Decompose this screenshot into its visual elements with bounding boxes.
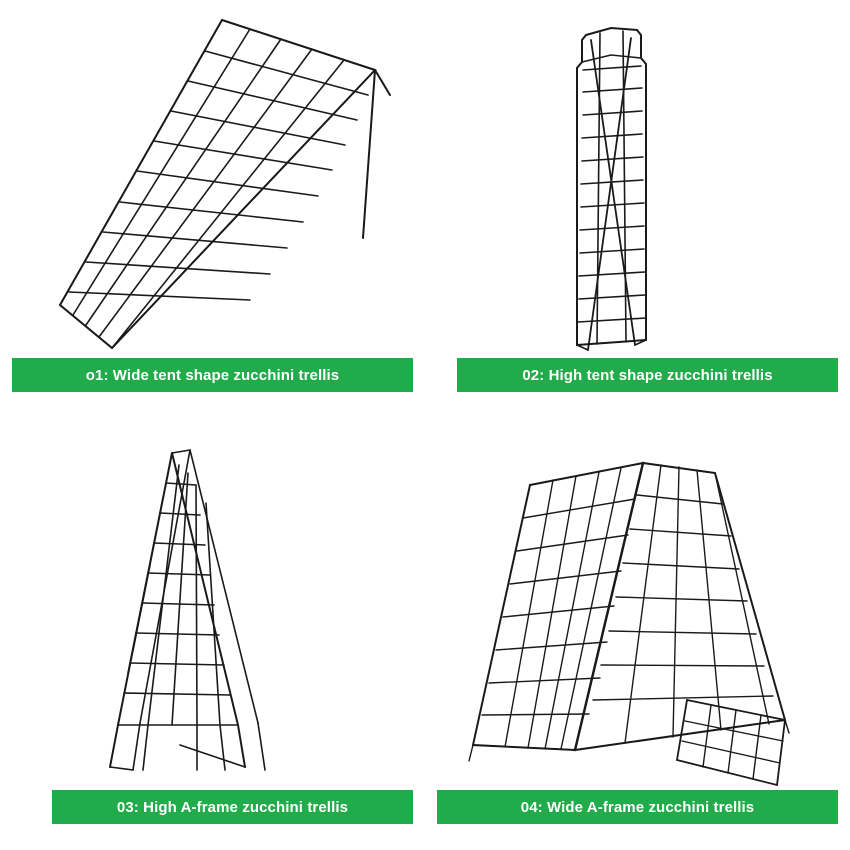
caption-high-a-frame: 03: High A-frame zucchini trellis bbox=[52, 790, 413, 824]
high-a-frame-illustration bbox=[0, 425, 425, 850]
caption-high-tent: 02: High tent shape zucchini trellis bbox=[457, 358, 838, 392]
panel-wide-a-frame[interactable] bbox=[425, 425, 850, 850]
panel-high-a-frame[interactable] bbox=[0, 425, 425, 850]
caption-wide-a-frame: 04: Wide A-frame zucchini trellis bbox=[437, 790, 838, 824]
wide-a-frame-illustration bbox=[425, 425, 850, 850]
caption-wide-tent: o1: Wide tent shape zucchini trellis bbox=[12, 358, 413, 392]
panel-wide-tent[interactable] bbox=[0, 0, 425, 425]
panel-high-tent[interactable] bbox=[425, 0, 850, 425]
